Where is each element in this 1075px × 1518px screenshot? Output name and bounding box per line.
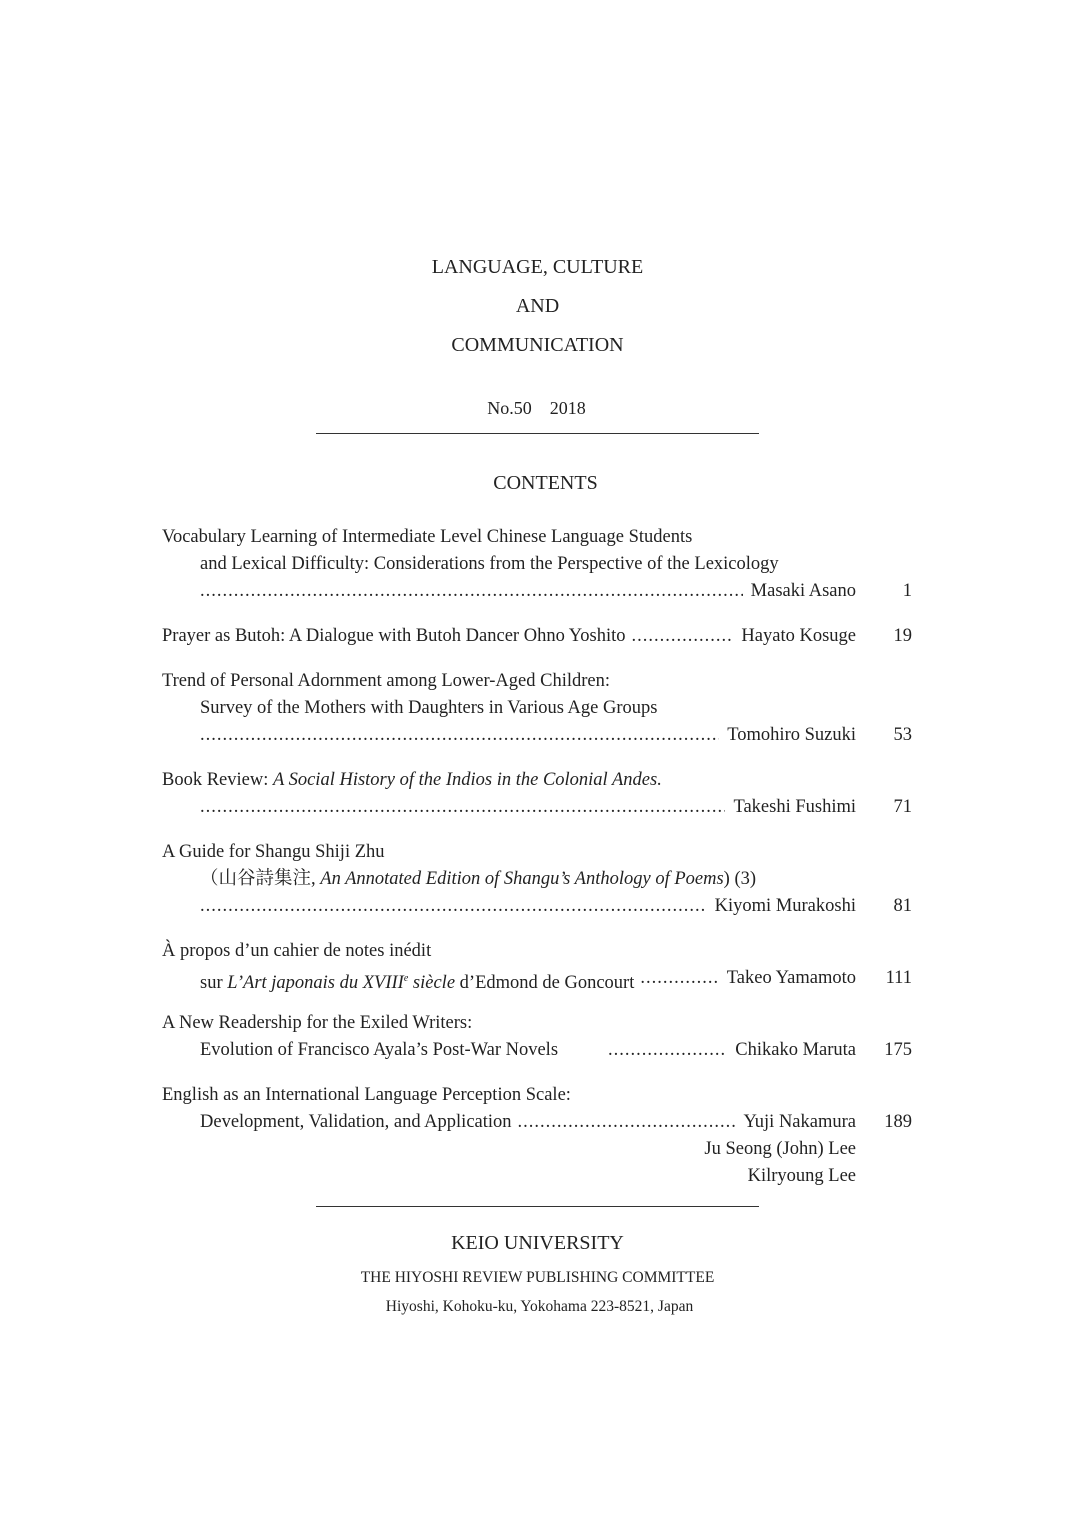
entry-page: 71	[893, 797, 912, 817]
journal-title-line3: COMMUNICATION	[451, 334, 624, 356]
entry-author: Takeo Yamamoto	[726, 968, 856, 988]
entry-author: Yuji Nakamura	[743, 1112, 856, 1132]
entry-page: 81	[893, 896, 912, 916]
toc-entry[interactable]	[162, 1010, 912, 1064]
subtitle-suffix: d’Edmond de Goncourt	[455, 973, 635, 994]
entry-page: 111	[885, 968, 912, 988]
toc-entry[interactable]	[162, 938, 912, 992]
superscript: e	[403, 973, 409, 984]
publisher-address: Hiyoshi, Kohoku-ku, Yokohama 223-8521, Japan	[385, 1298, 694, 1315]
entry-author: Takeshi Fushimi	[733, 797, 856, 817]
entry-title: Vocabulary Learning of Intermediate Level Chinese Language Students	[162, 527, 693, 547]
entry-title: Prayer as Butoh: A Dialogue with Butoh Dancer Ohno Yoshito	[162, 626, 626, 646]
entry-title: À propos d’un cahier de notes inédit	[162, 941, 432, 961]
entry-author: Chikako Maruta	[735, 1040, 856, 1060]
toc-entry[interactable]	[162, 767, 912, 821]
journal-title-line1: LANGUAGE, CULTURE	[431, 256, 644, 278]
publishing-committee: THE HIYOSHI REVIEW PUBLISHING COMMITTEE	[360, 1269, 715, 1286]
contents-heading: CONTENTS	[493, 472, 598, 494]
entry-title: English as an International Language Perception Scale:	[162, 1085, 571, 1105]
toc-entry[interactable]	[162, 668, 912, 749]
entry-title: A New Readership for the Exiled Writers:	[162, 1013, 473, 1033]
subtitle-prefix: （山谷詩集注,	[200, 869, 321, 889]
toc-entry[interactable]	[162, 623, 912, 650]
entry-page: 189	[884, 1112, 912, 1132]
entry-author: Masaki Asano	[750, 581, 856, 601]
entry-subtitle	[200, 866, 756, 893]
entry-subtitle: and Lexical Difficulty: Considerations from the Perspective of the Lexicology	[200, 554, 779, 574]
toc-entry[interactable]	[162, 524, 912, 605]
subtitle-italic: L’Art japonais du XVIII	[227, 973, 404, 994]
top-divider	[316, 433, 759, 434]
entry-page: 175	[884, 1040, 912, 1060]
entry-subtitle: Survey of the Mothers with Daughters in Various Age Groups	[200, 698, 658, 718]
entry-author: Tomohiro Suzuki	[727, 725, 856, 745]
entry-coauthor: Ju Seong (John) Lee	[704, 1139, 856, 1159]
subtitle-italic: siècle	[408, 973, 456, 994]
leader-dots	[608, 1037, 727, 1064]
table-of-contents	[162, 524, 912, 1208]
toc-entry[interactable]	[162, 1082, 912, 1190]
journal-title-line2: AND	[515, 295, 560, 317]
leader-dots	[200, 794, 725, 821]
subtitle-italic: An Annotated Edition of Shangu’s Anthology of Poems	[320, 869, 724, 889]
entry-page: 53	[893, 725, 912, 745]
entry-title: A Guide for Shangu Shiji Zhu	[162, 842, 385, 862]
leader-dots	[200, 893, 707, 920]
subtitle-suffix: ) (3)	[723, 869, 757, 889]
leader-dots	[200, 578, 743, 605]
entry-title-italic: A Social History of the Indios in the Colonial Andes.	[273, 770, 662, 790]
entry-title: Trend of Personal Adornment among Lower-Aged Children:	[162, 671, 611, 691]
toc-entry[interactable]	[162, 839, 912, 920]
entry-subtitle: Development, Validation, and Application	[200, 1112, 512, 1132]
leader-dots	[640, 965, 718, 992]
leader-dots	[200, 722, 719, 749]
leader-dots	[632, 623, 734, 650]
entry-author: Hayato Kosuge	[741, 626, 856, 646]
bottom-divider	[316, 1206, 759, 1207]
leader-dots	[518, 1109, 736, 1136]
publisher-name: KEIO UNIVERSITY	[451, 1232, 624, 1254]
entry-coauthor: Kilryoung Lee	[747, 1166, 856, 1186]
entry-title	[162, 767, 662, 794]
entry-title-prefix: Book Review:	[162, 770, 273, 790]
entry-author: Kiyomi Murakoshi	[714, 896, 856, 916]
entry-page: 1	[902, 581, 912, 601]
issue-info: No.50 2018	[487, 398, 586, 418]
entry-subtitle	[200, 965, 634, 992]
entry-page: 19	[893, 626, 912, 646]
entry-subtitle: Evolution of Francisco Ayala’s Post-War Novels	[200, 1040, 559, 1060]
subtitle-prefix: sur	[200, 973, 228, 994]
